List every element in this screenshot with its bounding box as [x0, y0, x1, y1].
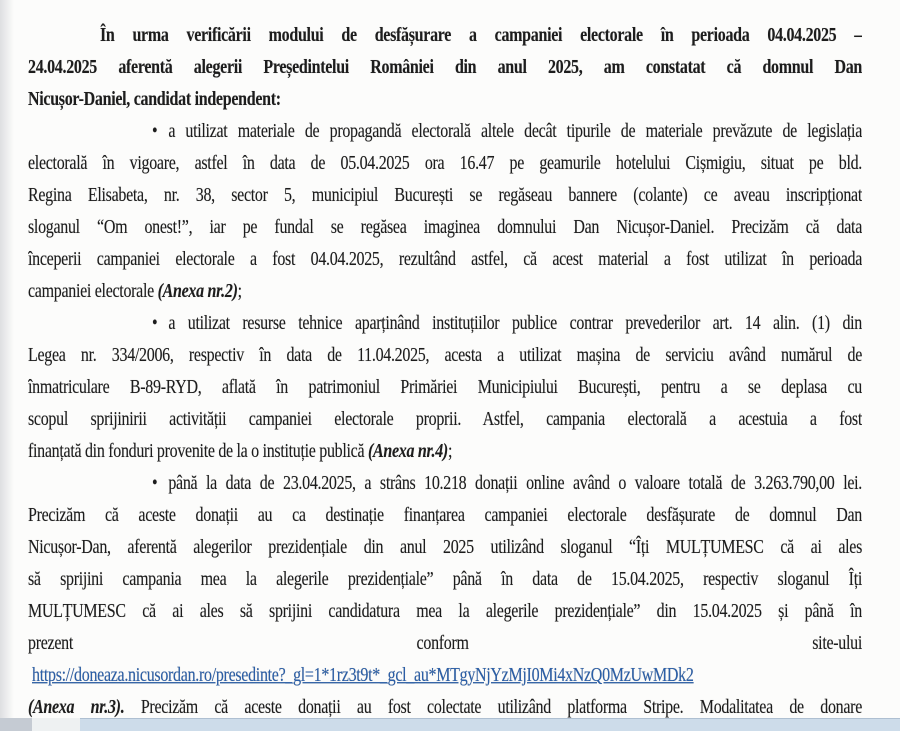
text-segment: Precizăm că aceste donații au ca destinație finanțarea campaniei electorale desfășurate de domnul Dan — [28, 505, 862, 526]
strip-segment-blue — [80, 718, 900, 731]
text-segment: Nicușor-Dan, aferentă alegerilor prezidențiale din anul 2025 utilizând sloganul “Îți MULȚUMESC că ai ales — [28, 537, 862, 558]
annex-reference: (Anexa nr.3). — [28, 697, 125, 718]
text-segment: Nicușor-Daniel, candidat independent: — [28, 89, 281, 110]
donation-site-link[interactable]: https://doneaza.nicusordan.ro/presedinte?_gl=1*1rz3t9t*_gcl_au*MTgyNjYzMjI0Mi4xNzQ0MzUwMDk2 — [32, 665, 694, 686]
paragraph-bullet-donatii — [28, 468, 862, 724]
bullet-marker-icon: • — [152, 121, 158, 142]
text-segment: să sprijini campania mea la alegerile prezidențiale” până în data de 15.04.2025, respectiv sloganul Îți — [28, 569, 862, 590]
bullet-marker-icon: • — [152, 473, 158, 494]
paragraph-intro — [28, 20, 862, 116]
document-content — [28, 20, 862, 724]
paragraph-bullet-resurse-tehnice — [28, 308, 862, 468]
text-segment: MULȚUMESC că ai ales să sprijini candidatura mea la alegerile prezidențiale” din 15.04.2025 și până în — [28, 601, 862, 622]
text-segment: finanțată din fonduri provenite de la o instituție publică — [28, 441, 368, 462]
text-segment: campaniei electorale — [28, 281, 158, 302]
text-segment: începerii campaniei electorale a fost 04.04.2025, rezultând astfel, că acest material a fost utilizat în perioada — [28, 249, 862, 270]
text-segment: Precizăm că aceste donații au fost colectate utilizând platforma Stripe. Modalitatea de donare — [124, 697, 862, 718]
text-segment: Legea nr. 334/2006, respectiv în data de 11.04.2025, acesta a utilizat mașina de serviciu având numărul de — [28, 345, 862, 366]
strip-segment-white — [32, 718, 80, 731]
scan-left-edge-shadow — [0, 0, 14, 731]
text-segment: a utilizat materiale de propagandă electorală altele decât tipurile de materiale prevăzute de legislația — [168, 121, 862, 142]
text-segment: ; — [237, 281, 242, 302]
annex-reference: (Anexa nr.4) — [367, 441, 448, 462]
text-segment: ; — [447, 441, 453, 462]
text-segment: scopul sprijinirii activității campaniei electorale proprii. Astfel, campania electorală a acestuia a fost — [28, 409, 862, 430]
scan-artifact-strip — [0, 718, 900, 731]
text-segment: electorală în vigoare, astfel în data de 05.04.2025 ora 16.47 pe geamurile hotelului Cișmigiu, situat pe bld. — [28, 153, 862, 174]
strip-segment-gray — [0, 718, 32, 731]
text-segment: până la data de 23.04.2025, a strâns 10.218 donații online având o valoare totală de 3.263.790,00 lei. — [168, 473, 862, 494]
text-segment: În urma verificării modului de desfășurare a campaniei electorale în perioada 04.04.2025 – — [100, 25, 862, 46]
paragraph-bullet-materiale-propaganda — [28, 116, 862, 308]
text-segment: sloganul “Om onest!”, iar pe fundal se regăsea imaginea domnului Dan Nicușor-Daniel. Precizăm că data — [28, 217, 862, 238]
text-segment: 24.04.2025 aferentă alegerii Președintelui României din anul 2025, am constatat că domnul Dan — [28, 57, 862, 78]
text-segment: a utilizat resurse tehnice aparținând instituțiilor publice contrar prevederilor art. 14 alin. (1) din — [168, 313, 862, 334]
bullet-marker-icon: • — [152, 313, 158, 334]
annex-reference: (Anexa nr.2) — [157, 281, 238, 302]
text-segment: înmatriculare B-89-RYD, aflată în patrimoniul Primăriei Municipiului București, pentru a se deplasa cu — [28, 377, 862, 398]
text-segment: prezent conform site-ului — [28, 633, 862, 654]
text-segment: Regina Elisabeta, nr. 38, sector 5, municipiul București se regăseau bannere (colante) ce aveau inscripționat — [28, 185, 862, 206]
